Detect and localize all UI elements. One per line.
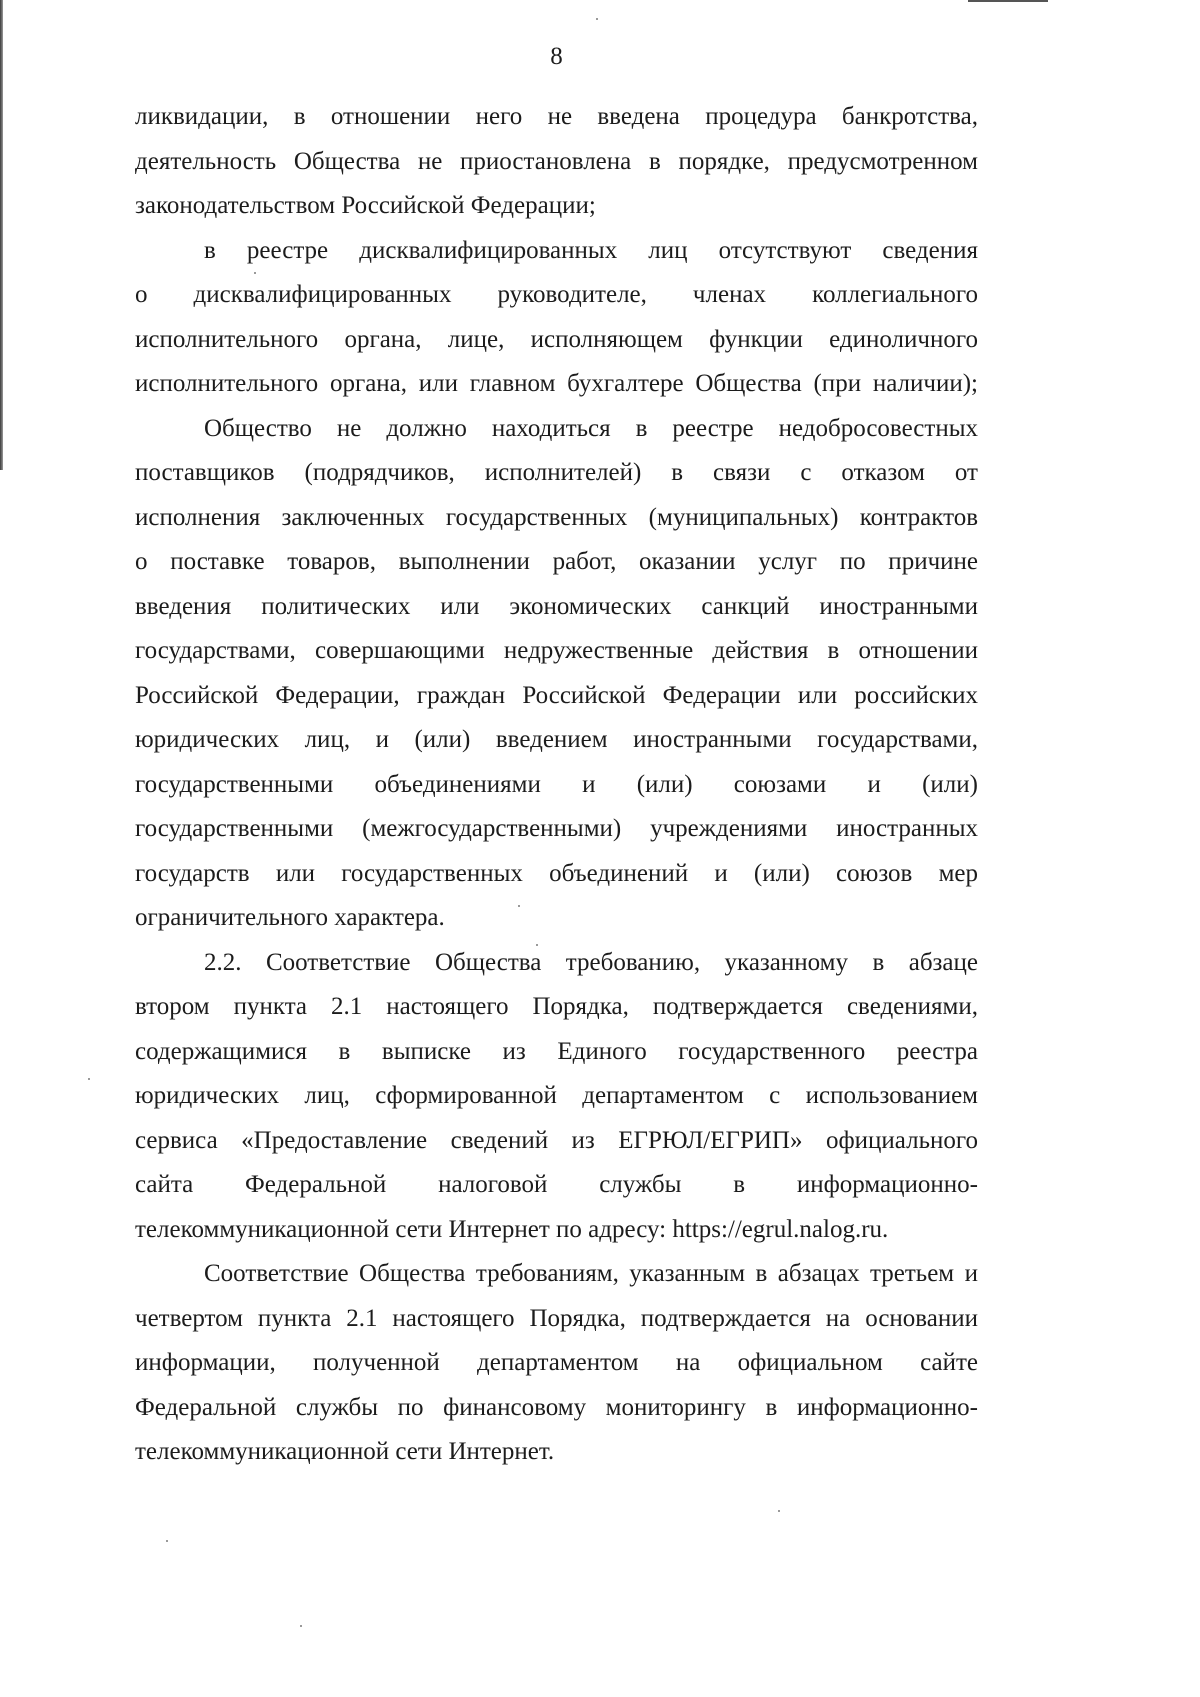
text-line: исполнительного органа, или главном бухгалтере Общества (при наличии); <box>135 370 978 397</box>
text-line: государственными объединениями и (или) союзами и (или) <box>135 770 978 798</box>
text-line: государств или государственных объединений и (или) союзов мер <box>135 859 978 887</box>
scan-speck <box>300 1625 302 1627</box>
text-line: Соответствие Общества требованиям, указанным в абзацах третьем и <box>204 1260 978 1287</box>
text-line: в реестре дисквалифицированных лиц отсутствуют сведения <box>204 236 978 264</box>
scan-speck <box>596 18 598 20</box>
text-line: ограничительного характера. <box>135 904 445 931</box>
scan-speck <box>88 1078 90 1080</box>
text-line: содержащимися в выписке из Единого государственного реестра <box>135 1037 978 1065</box>
text-line: введения политических или экономических санкций иностранными <box>135 592 978 620</box>
text-line: государствами, совершающими недружественные действия в отношении <box>135 637 978 664</box>
scan-edge-mark <box>968 0 1048 2</box>
text-line: деятельность Общества не приостановлена в порядке, предусмотренном <box>135 147 978 175</box>
text-line: поставщиков (подрядчиков, исполнителей) в связи с отказом от <box>135 459 978 486</box>
text-line: четвертом пункта 2.1 настоящего Порядка, подтверждается на основании <box>135 1304 978 1332</box>
scan-speck <box>166 1540 168 1542</box>
text-line: информации, полученной департаментом на официальном сайте <box>135 1349 978 1376</box>
text-line: телекоммуникационной сети Интернет. <box>135 1438 555 1465</box>
text-line: юридических лиц, сформированной департаментом с использованием <box>135 1082 978 1109</box>
page-number: 8 <box>550 43 563 70</box>
text-line: юридических лиц, и (или) введением иностранными государствами, <box>135 726 978 753</box>
text-line: телекоммуникационной сети Интернет по адресу: https://egrul.nalog.ru. <box>135 1215 889 1243</box>
text-line: исполнительного органа, лице, исполняющем функции единоличного <box>135 325 978 353</box>
text-line: исполнения заключенных государственных (муниципальных) контрактов <box>135 503 978 531</box>
document-body <box>135 95 978 1475</box>
scan-speck <box>778 1510 780 1512</box>
text-line: сервиса «Предоставление сведений из ЕГРЮЛ/ЕГРИП» официального <box>135 1126 978 1154</box>
text-line: законодательством Российской Федерации; <box>135 192 596 219</box>
scan-edge-shadow <box>0 0 3 470</box>
text-line: государственными (межгосударственными) учреждениями иностранных <box>135 815 978 842</box>
text-line: о дисквалифицированных руководителе, членах коллегиального <box>135 281 978 308</box>
text-line: втором пункта 2.1 настоящего Порядка, подтверждается сведениями, <box>135 993 978 1020</box>
text-line: ликвидации, в отношении него не введена процедура банкротства, <box>135 103 978 130</box>
text-line: о поставке товаров, выполнении работ, оказании услуг по причине <box>135 548 978 575</box>
text-line: Общество не должно находиться в реестре недобросовестных <box>204 414 978 442</box>
text-line: 2.2. Соответствие Общества требованию, указанному в абзаце <box>204 948 978 976</box>
text-line: Российской Федерации, граждан Российской Федерации или российских <box>135 681 978 709</box>
text-line: Федеральной службы по финансовому мониторингу в информационно- <box>135 1393 978 1421</box>
text-line: сайта Федеральной налоговой службы в информационно- <box>135 1171 978 1198</box>
